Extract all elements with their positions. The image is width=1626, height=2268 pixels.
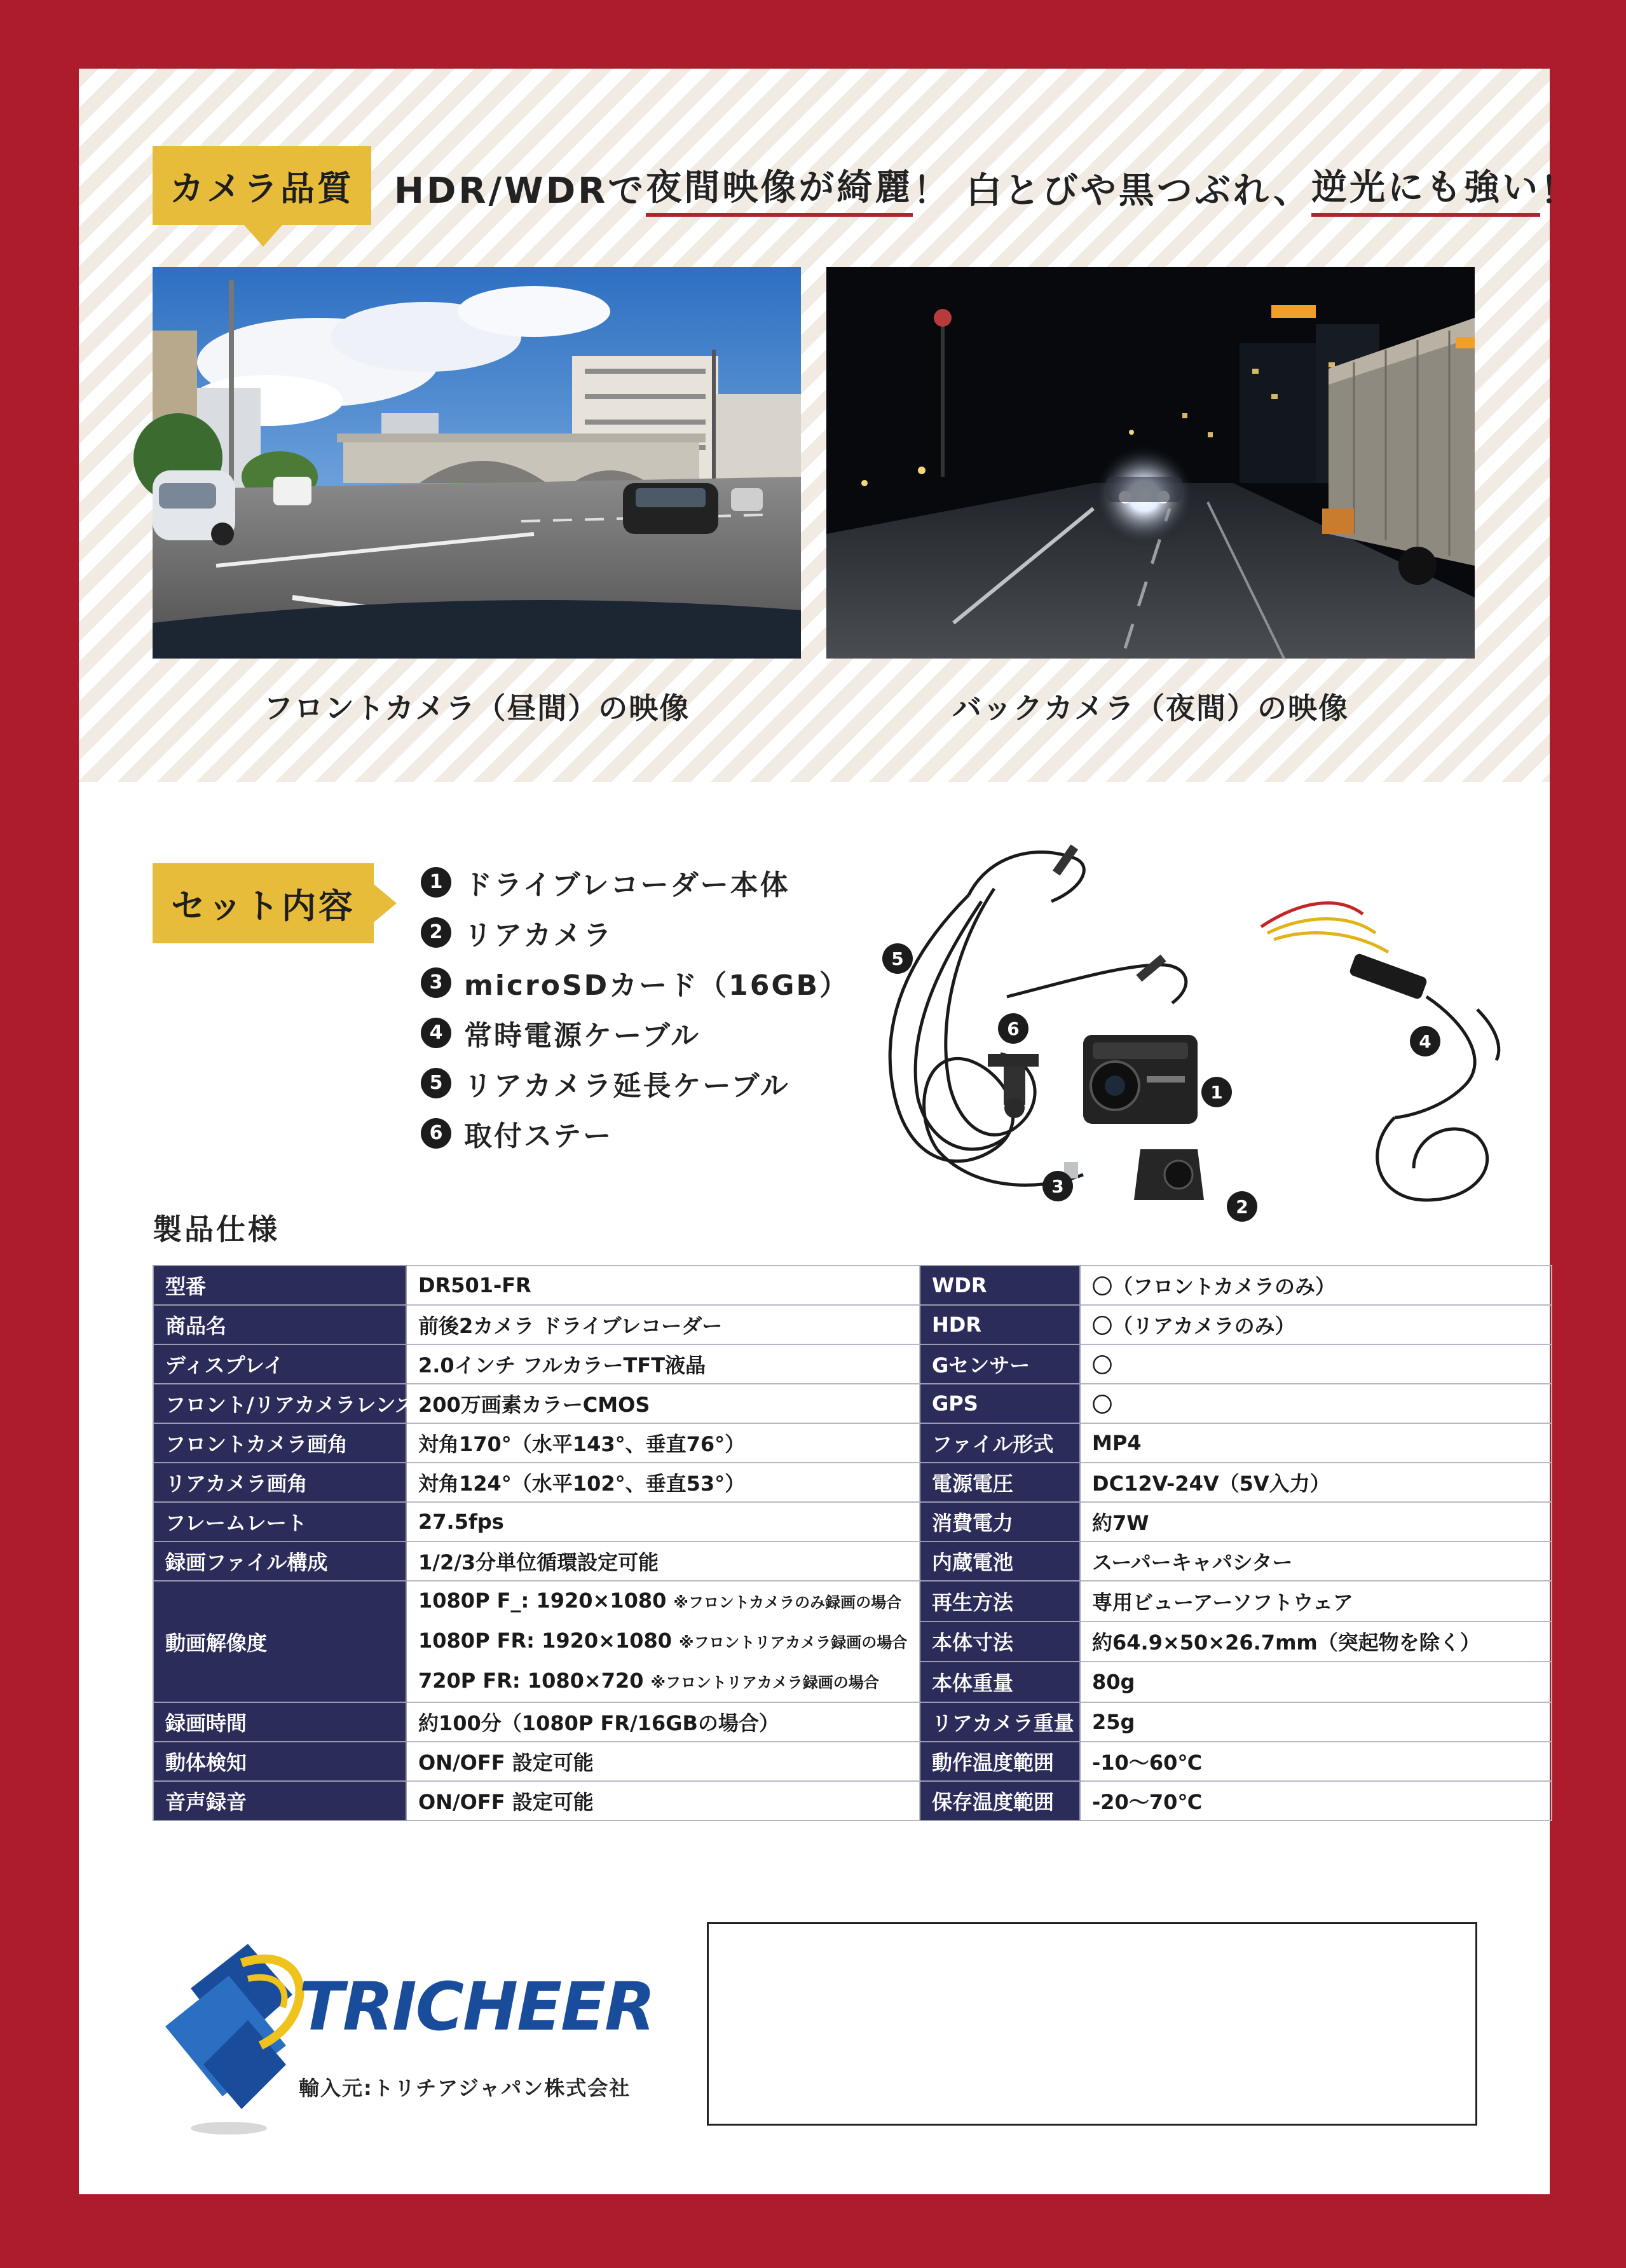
headline-highlight-night: 夜間映像が綺麗 [646,160,913,217]
spec-table [153,1265,1552,1821]
spec-title: 製品仕様 [153,1212,280,1247]
number-badge: 4 [421,1018,451,1048]
headline-highlight-backlight: 逆光にも強い [1311,160,1540,217]
table-row: ディスプレイ 2.0インチ フルカラーTFT液晶 Gセンサー 〇 [153,1344,1552,1384]
camera-quality-tag: カメラ品質 [153,146,371,225]
list-item: 6 取付ステー [421,1108,904,1158]
callout-label-5: 5 [891,948,904,969]
resolution-values: 1080P F_: 1920×1080 ※フロントカメラのみ録画の場合 1080P FR: 1920×1080 ※フロントリアカメラ録画の場合 720P FR: 1080×720 ※フロントリアカメラ録画の場合 [406,1581,920,1702]
table-row: 音声録音 ON/OFF 設定可能 保存温度範囲 -20〜70℃ [153,1781,1552,1821]
callout-label-3: 3 [1051,1176,1064,1197]
number-badge: 6 [421,1118,451,1149]
table-row: リアカメラ画角 対角124°（水平102°、垂直53°） 電源電圧 DC12V-24V（5V入力） [153,1463,1552,1502]
importer-label: 輸入元:トリチアジャパン株式会社 [299,2076,631,2100]
table-row: 商品名 前後2カメラ ドライブレコーダー HDR 〇（リアカメラのみ） [153,1305,1552,1344]
callout-label-4: 4 [1419,1031,1431,1052]
number-badge: 2 [421,917,451,948]
set-contents-tag: セット内容 [153,863,374,943]
number-badge: 3 [421,967,451,998]
back-camera-night-photo [826,267,1475,659]
list-item: 4 常時電源ケーブル [421,1008,904,1058]
table-row: 型番 DR501-FR WDR 〇（フロントカメラのみ） [153,1266,1552,1305]
list-item: 1 ドライブレコーダー本体 [421,857,904,907]
table-row: 動体検知 ON/OFF 設定可能 動作温度範囲 -10〜60℃ [153,1742,1552,1781]
table-row: 録画ファイル構成 1/2/3分単位循環設定可能 内蔵電池 スーパーキャパシター [153,1541,1552,1581]
table-row: 本体寸法 約64.9×50×26.7mm（突起物を除く） [153,1622,1552,1662]
front-photo-caption: フロントカメラ（昼間）の映像 [263,691,690,725]
callout-label-2: 2 [1236,1196,1248,1217]
list-item: 3 microSDカード（16GB） [421,957,904,1008]
number-badge: 5 [421,1068,451,1098]
back-photo-caption: バックカメラ（夜間）の映像 [952,691,1349,725]
product-set-image [842,819,1522,1289]
table-row: フロントカメラ画角 対角170°（水平143°、垂直76°） ファイル形式 MP4 [153,1423,1552,1463]
flyer-page [79,69,1579,2194]
callout-label-1: 1 [1210,1082,1223,1103]
dealer-stamp-box [707,1922,1477,2126]
list-item: 2 リアカメラ [421,907,904,957]
table-row: 本体重量 80g [153,1662,1552,1702]
table-row: フレームレート 27.5fps 消費電力 約7W [153,1502,1552,1541]
quality-headline: HDR/WDRで 夜間映像が綺麗 ！ 白とびや黒つぶれ、 逆光にも強い ！ [394,156,1578,220]
table-row: フロント/リアカメラレンズ 200万画素カラーCMOS GPS 〇 [153,1384,1552,1423]
table-row: 動画解像度 1080P F_: 1920×1080 ※フロントカメラのみ録画の場合 1080P FR: 1920×1080 ※フロントリアカメラ録画の場合 720P FR: 1080×720 ※フロントリアカメラ録画の場合 再生方法 専用ビューアーソフトウェア [153,1581,1552,1622]
number-badge: 1 [421,867,451,898]
front-camera-day-photo [153,267,801,659]
camera-quality-section [79,69,1579,782]
tricheer-logo-text: TRICHEER [299,1968,655,2046]
table-row: 録画時間 約100分（1080P FR/16GBの場合） リアカメラ重量 25g [153,1702,1552,1742]
callout-label-6: 6 [1007,1018,1020,1039]
list-item: 5 リアカメラ延長ケーブル [421,1058,904,1108]
set-contents-list [421,857,904,1158]
resolution-key: 動画解像度 [153,1581,406,1702]
